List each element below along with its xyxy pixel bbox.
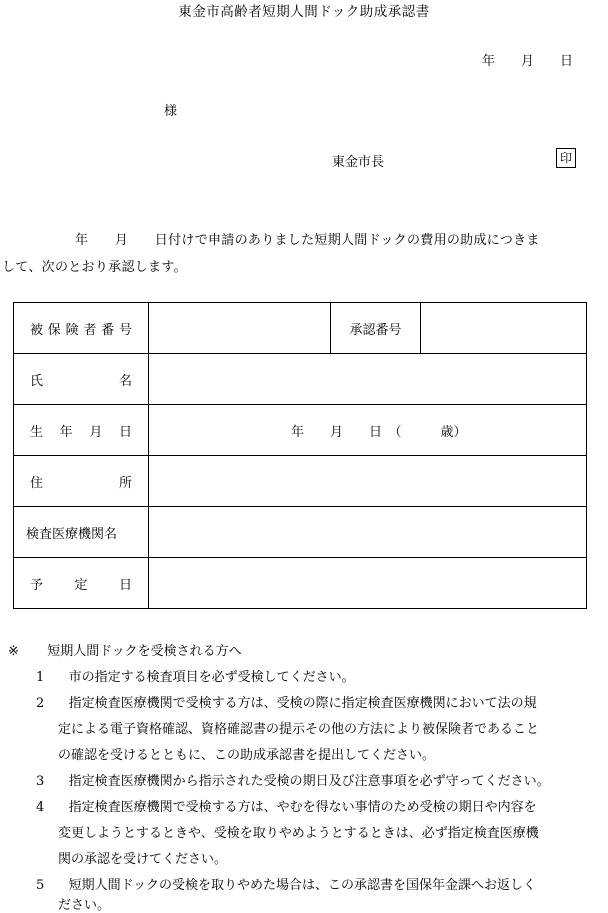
approval-number-label: 承認番号 [331,303,421,354]
birthdate-value: 年 月 日 （ 歳） [291,424,467,440]
approval-form-table [13,302,587,609]
label-char: 日 [118,577,132,593]
address-label [14,456,149,507]
label-char: 名 [118,373,132,389]
scheduled-date-label [14,558,149,609]
note-item-4 [36,796,537,815]
row-insured-number [14,303,587,354]
notes-heading [8,640,242,659]
insured-number-label [14,303,149,354]
note-line: 指定検査医療機関で受検する方は、受検の際に指定検査医療機関において法の規 [68,696,537,711]
note-line: 関の承認を受けてください。 [58,852,228,867]
label-char: 定 [74,577,88,593]
label-char: 保 [47,322,61,338]
birthdate-label [14,405,149,456]
address-field[interactable] [149,456,587,507]
note-line: 変更しようとするときや、受検を取りやめようとするときは、必ず指定検査医療機 [58,826,539,841]
scheduled-date-field[interactable] [149,558,587,609]
institution-label: 検査医療機関名 [14,507,149,558]
row-institution [14,507,587,558]
label-char: 月 [89,424,103,440]
note-line: 定による電子資格確認、資格確認書の提示その他の方法により被保険者であること [58,722,540,737]
label-char: 被 [30,322,44,338]
approval-number-field[interactable] [421,303,587,354]
row-address [14,456,587,507]
note-line: 短期人間ドックの受検を取りやめた場合は、この承認書を国保年金課へお返しく [68,878,537,893]
label-char: 者 [83,322,97,338]
body-text-line-1: 年 月 日付けで申請のありました短期人間ドックの費用の助成につきま [75,233,540,248]
notes-heading-text: 短期人間ドックを受検される方へ [47,644,242,659]
birthdate-field[interactable] [149,405,587,456]
addressee-suffix: 様 [164,104,178,119]
issuer-name: 東金市長 [332,155,385,170]
label-char: 号 [118,322,132,338]
institution-field[interactable] [149,507,587,558]
note-number: 5 [36,878,45,893]
row-name [14,354,587,405]
document-title: 東金市高齢者短期人間ドック助成承認書 [178,4,430,20]
issue-date-line: 年 月 日 [482,54,574,69]
label-char: 年 [59,424,73,440]
row-scheduled-date [14,558,587,609]
note-number: 3 [36,774,45,789]
insured-number-field[interactable] [149,303,331,354]
label-char: 生 [30,424,44,440]
note-item-1 [36,666,355,685]
body-text-line-2: して、次のとおり承認します。 [2,260,187,275]
label-char: 氏 [30,373,44,389]
note-number: 4 [36,800,45,815]
label-char: 所 [118,475,132,491]
reference-mark: ※ [8,644,19,659]
label-char: 番 [101,322,115,338]
label-char: 予 [30,577,44,593]
note-number: 1 [36,670,45,685]
seal-mark: 印 [556,148,576,168]
note-line: 指定検査医療機関から指示された受検の期日及び注意事項を必ず守ってください。 [68,774,550,789]
note-number: 2 [36,696,45,711]
row-birthdate [14,405,587,456]
note-item-5 [36,874,536,893]
note-item-3 [36,770,550,789]
note-line: 指定検査医療機関で受検する方は、やむを得ない事情のため受検の期日や内容を [68,800,537,815]
label-char: 住 [30,475,44,491]
note-item-2 [36,692,537,711]
note-line: ださい。 [58,898,111,913]
label-char: 険 [65,322,79,338]
name-field[interactable] [149,354,587,405]
note-line: の確認を受けるとともに、この助成承認書を提出してください。 [58,748,436,763]
note-line: 市の指定する検査項目を必ず受検してください。 [68,670,355,685]
name-label [14,354,149,405]
label-char: 日 [118,424,132,440]
